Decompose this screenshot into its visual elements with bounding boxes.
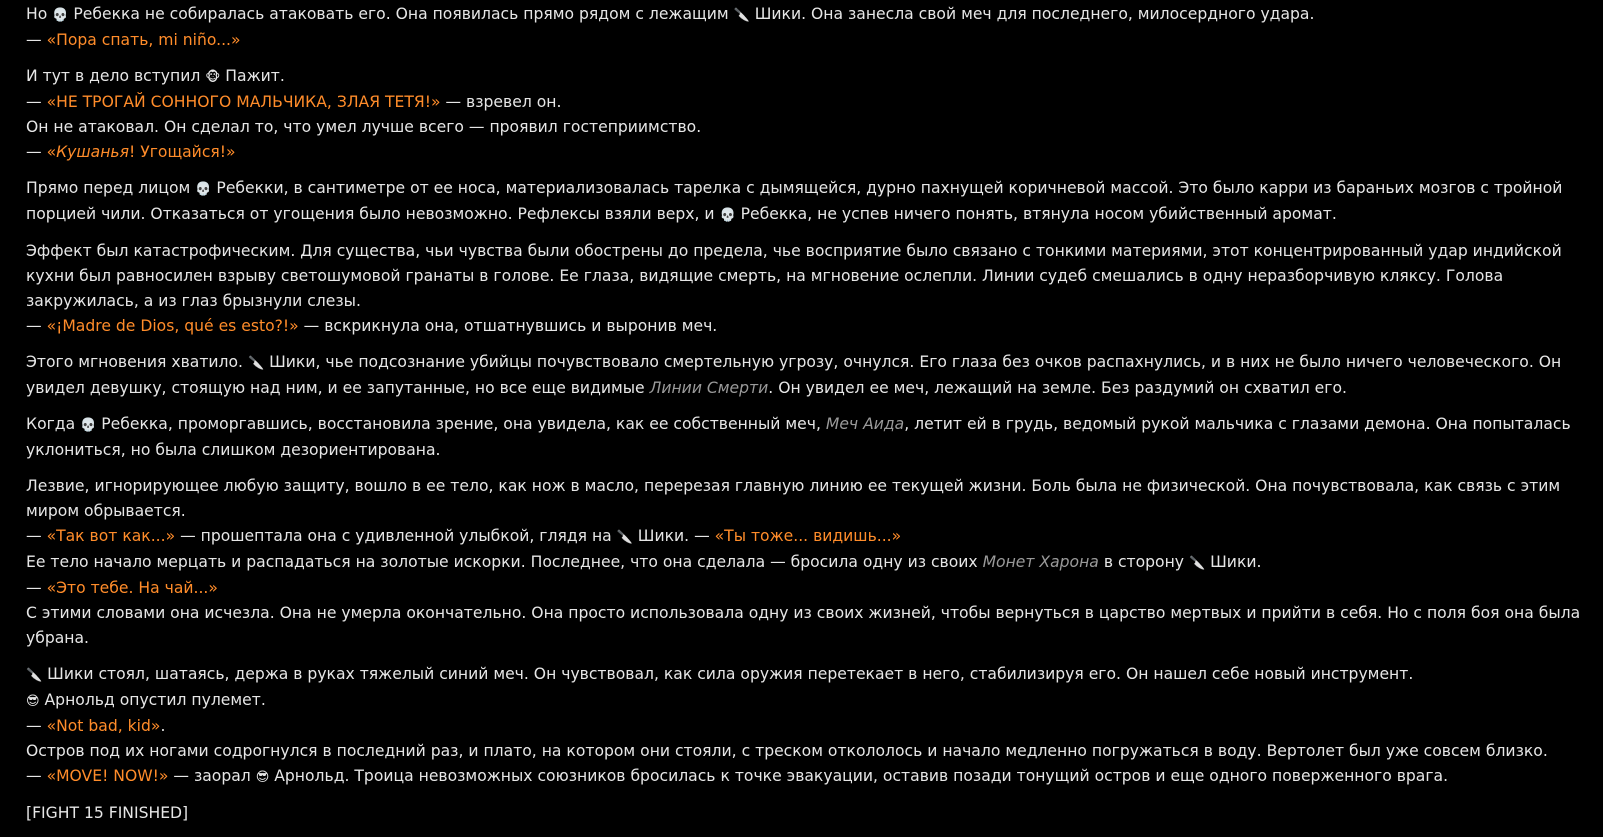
paragraph-7 [26,474,1586,651]
text-line [26,412,1586,438]
text-segment: Арнольд опустил пулемет. [39,691,266,709]
text-segment: Шики. [1205,553,1262,571]
speech-emphasis: Кушанья [56,143,129,161]
text-segment: Когда [26,415,81,433]
text-line [26,350,1586,376]
fight-status: [FIGHT 15 FINISHED] [26,804,189,822]
dialogue-line [26,576,1586,601]
paragraph-8 [26,662,1586,790]
text-segment: Арнольд. Троица невозможных союзников бросилась к точке эвакуации, оставив позади тонущий остров и еще одного поверженного врага. [269,767,1449,785]
dialogue-line [26,140,1586,165]
text-segment: Шики, чье подсознание убийцы почувствовало смертельную угрозу, очнулся. Его глаза без очков распахнулись, и в них не было ничего человеческого. Он [264,353,1562,371]
text-segment: в сторону [1098,553,1189,571]
paragraph-6 [26,412,1586,463]
text-segment: — прошептала она с удивленной улыбкой, глядя на [175,527,617,545]
text-line: закружилась, а из глаз брызнули слезы. [26,292,361,310]
paragraph-5 [26,350,1586,401]
special-term: Меч Аида [825,415,905,433]
text-segment: , летит ей в грудь, ведомый рукой мальчика с глазами демона. Она попыталась [904,415,1571,433]
text-segment: . Он увидел ее меч, лежащий на земле. Без раздумий он схватил его. [768,379,1347,397]
text-line: Остров под их ногами содрогнулся в последний раз, и плато, на котором они стояли, с треском откололось и начало медленно погружаться в воду. Вертолет был уже совсем близко. [26,742,1548,760]
dialogue-line [26,28,1586,53]
text-segment: Ее тело начало мерцать и распадаться на золотые искорки. Последнее, что она сделала — бросила одну из своих [26,553,983,571]
dialogue-line [26,764,1586,790]
text-segment: Этого мгновения хватило. [26,353,248,371]
text-segment: Прямо перед лицом [26,179,196,197]
text-segment: И тут в дело вступил [26,67,206,85]
sunglasses-face-icon: 😎 [26,694,40,709]
paragraph-3 [26,176,1586,228]
dialogue-dash: — [26,717,47,735]
speech-quote: «¡Madre de Dios, qué es esto?!» [46,317,299,335]
text-line [26,2,1586,28]
speech-quote: «Это тебе. На чай...» [46,579,218,597]
skull-icon: 💀 [52,8,69,23]
dialogue-dash: — [26,527,47,545]
paragraph-2 [26,64,1586,165]
text-segment: Пажит. [220,67,285,85]
text-segment: Ребекка не собиралась атаковать его. Она появилась прямо рядом с лежащим [68,5,734,23]
text-segment: Ребекки, в сантиметре от ее носа, материализовалась тарелка с дымящейся, дурно пахнущей коричневой массой. Это было карри из бараньих мозгов с тройной [211,179,1563,197]
text-line [26,376,1586,401]
dialogue-dash: — [26,317,47,335]
dialogue-line [26,314,1586,339]
text-segment: Шики стоял, шатаясь, держа в руках тяжелый синий меч. Он чувствовал, как сила оружия перетекает в него, стабилизируя его. Он нашел себе новый инструмент. [42,665,1414,683]
special-term: Линии Смерти [649,379,769,397]
sunglasses-face-icon: 😎 [255,770,270,785]
text-line: Он не атаковал. Он сделал то, что умел лучше всего — проявил гостеприимство. [26,118,702,136]
special-term: Монет Харона [982,553,1099,571]
text-segment: увидел девушку, стоящую над ним, и ее запутанные, но все еще видимые [26,379,650,397]
speech-quote: «НЕ ТРОГАЙ СОННОГО МАЛЬЧИКА, ЗЛАЯ ТЕТЯ!» [46,93,441,111]
text-line: уклониться, но была слишком дезориентирована. [26,441,441,459]
text-segment: — заорал [168,767,256,785]
text-segment: Ребекка, не успев ничего понять, втянула носом убийственный аромат. [735,205,1337,223]
text-line: Эффект был катастрофическим. Для существа, чьи чувства были обострены до предела, чье восприятие было связано с тонкими материями, этот концентрированный удар индийской [26,242,1562,260]
text-line [26,64,1586,90]
text-line [26,662,1586,688]
text-line: миром обрывается. [26,502,186,520]
knife-icon: 🔪 [1188,556,1206,571]
text-segment: . [160,717,166,735]
knife-icon: 🔪 [733,8,750,23]
text-segment: Но [26,5,53,23]
dialogue-line [26,90,1586,115]
dialogue-dash: — [26,767,47,785]
speech-quote: « [46,143,57,161]
text-line [26,176,1586,202]
text-segment: — взревел он. [440,93,562,111]
speech-quote: «Так вот как...» [46,527,176,545]
dialogue-dash: — [26,143,47,161]
text-segment: Шики. — [632,527,715,545]
text-line: Лезвие, игнорирующее любую защиту, вошло в ее тело, как нож в масло, перерезая главную линию ее текущей жизни. Боль была не физической. Она почувствовала, как связь с этим [26,477,1561,495]
text-line [26,550,1586,576]
monkey-face-icon: 🐵 [205,70,221,85]
speech-quote: «Пора спать, mi niño...» [46,31,241,49]
speech-quote: «MOVE! NOW!» [46,767,169,785]
story-text [26,2,1586,837]
knife-icon: 🔪 [616,530,633,545]
text-line: кухни был равносилен взрыву светошумовой гранаты в голове. Ее глаза, видящие смерть, на мгновение ослепли. Линии судеб смешались в одну неразборчивую кляксу. Голова [26,267,1504,285]
text-line: убрана. [26,629,90,647]
paragraph-4 [26,239,1586,339]
dialogue-dash: — [26,93,47,111]
paragraph-9 [26,801,1586,826]
knife-icon: 🔪 [247,356,265,371]
text-segment: Ребекка, проморгавшись, восстановила зрение, она увидела, как ее собственный меч, [96,415,826,433]
knife-icon: 🔪 [26,668,43,683]
text-line [26,688,1586,714]
text-segment: Шики. Она занесла свой меч для последнего, милосердного удара. [749,5,1315,23]
speech-quote: ! Угощайся!» [129,143,236,161]
dialogue-line [26,714,1586,739]
text-segment: порцией чили. Отказаться от угощения было невозможно. Рефлексы взяли верх, и [26,205,720,223]
skull-icon: 💀 [195,182,212,197]
paragraph-1 [26,2,1586,53]
dialogue-dash: — [26,31,47,49]
dialogue-line [26,524,1586,550]
skull-icon: 💀 [719,208,736,223]
speech-quote: «Not bad, kid» [46,717,161,735]
dialogue-dash: — [26,579,47,597]
text-line: С этими словами она исчезла. Она не умерла окончательно. Она просто использовала одну из своих жизней, чтобы вернуться в царство мертвых и прийти в себя. Но с поля боя она была [26,604,1581,622]
text-line [26,202,1586,228]
speech-quote: «Ты тоже... видишь...» [714,527,902,545]
text-segment: — вскрикнула она, отшатнувшись и выронив меч. [298,317,718,335]
skull-icon: 💀 [80,418,97,433]
